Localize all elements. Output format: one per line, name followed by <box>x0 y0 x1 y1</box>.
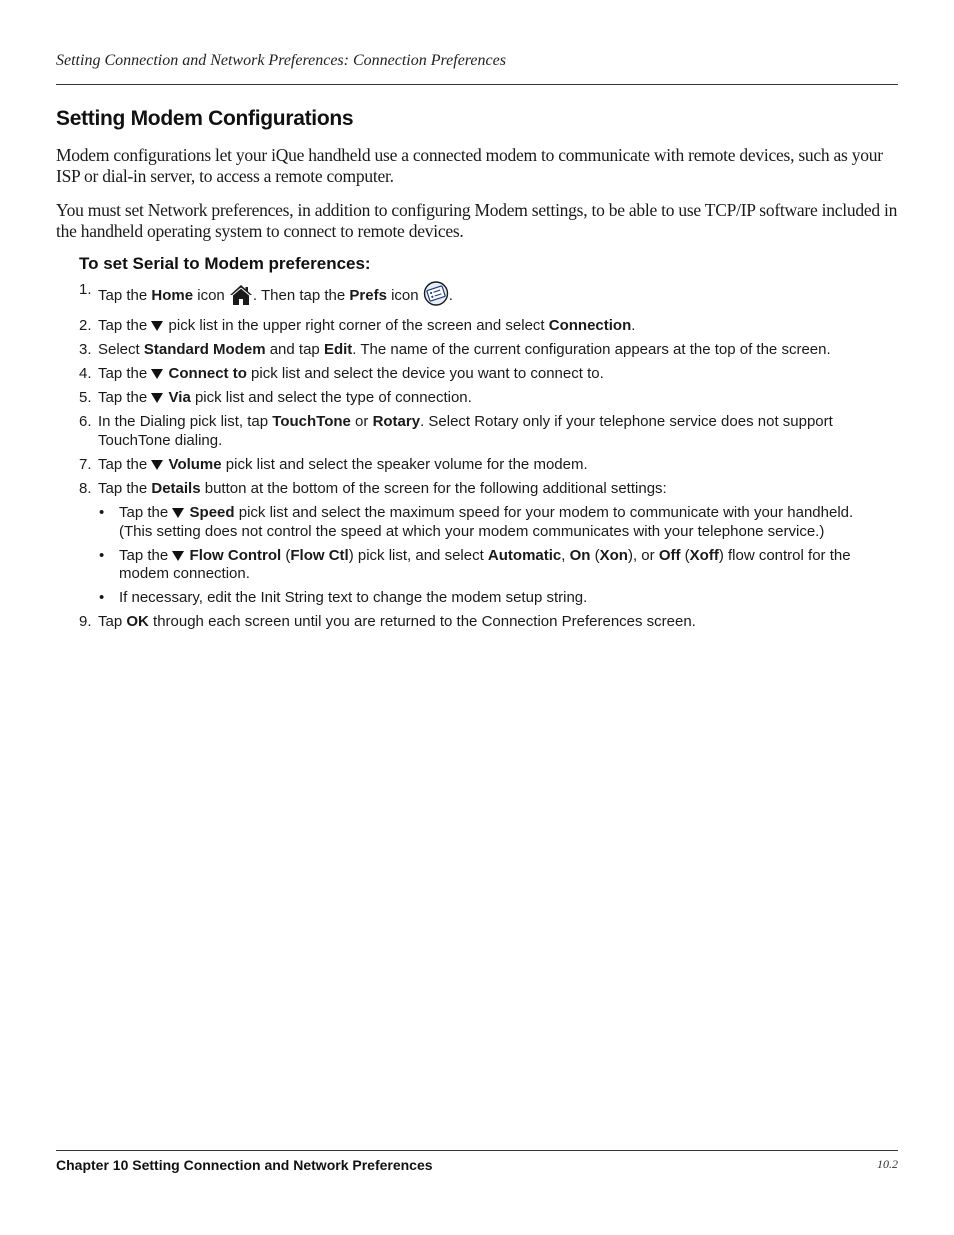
pick-list-arrow-icon <box>172 508 184 518</box>
home-label: Home <box>151 287 194 304</box>
connect-to-label: Connect to <box>168 365 247 382</box>
step-text: . The name of the current configuration appears at the top of the screen. <box>352 341 831 358</box>
bullet: • <box>99 546 105 564</box>
ok-label: OK <box>126 613 149 630</box>
step-4 <box>79 365 889 384</box>
step-8 <box>79 480 889 608</box>
sub-text: If necessary, edit the Init String text to change the modem setup string. <box>119 589 588 606</box>
pick-list-arrow-icon <box>151 393 163 403</box>
step-number: 2. <box>79 317 92 334</box>
step-number: 1. <box>79 281 92 298</box>
step-number: 9. <box>79 613 92 630</box>
step-text: or <box>350 413 373 430</box>
step-1 <box>79 281 889 312</box>
footer-rule <box>56 1150 898 1151</box>
network-paragraph: You must set Network preferences, in addition to configuring Modem settings, to be able to use TCP/IP software included in the handheld operating system to connect to remote devices. <box>56 200 898 241</box>
step-number: 5. <box>79 389 92 406</box>
intro-paragraph: Modem configurations let your iQue handheld use a connected modem to communicate with remote devices, such as your ISP or dial-in server, to access a remote computer. <box>56 145 883 186</box>
step-number: 4. <box>79 365 92 382</box>
connection-label: Connection <box>548 317 632 334</box>
on-label: On <box>569 546 591 564</box>
procedure-title: To set Serial to Modem preferences: <box>79 254 371 273</box>
step-number: 6. <box>79 413 92 430</box>
section-title: Setting Modem Configurations <box>56 107 354 130</box>
rotary-label: Rotary <box>372 413 421 430</box>
step-text: . <box>448 287 453 304</box>
sub-text: ( <box>680 546 690 564</box>
step-text: pick list and select the type of connection. <box>190 389 472 406</box>
step-number: 7. <box>79 455 92 473</box>
volume-label: Volume <box>168 455 222 473</box>
step-number: 3. <box>79 341 92 358</box>
sub-item-flow-control <box>98 547 889 584</box>
step-5 <box>79 389 889 408</box>
step-text: icon <box>193 287 229 304</box>
sub-text: Tap the <box>119 546 173 564</box>
bullet: • <box>99 589 105 606</box>
pick-list-arrow-icon <box>172 551 184 561</box>
prefs-icon <box>423 281 449 312</box>
footer-chapter-title: Chapter 10 Setting Connection and Network Preferences <box>56 1157 433 1173</box>
standard-modem-label: Standard Modem <box>143 341 266 358</box>
xon-label: Xon <box>599 546 628 564</box>
step-text: . Then tap the <box>252 287 350 304</box>
step-text: Tap the <box>98 287 152 304</box>
speed-label: Speed <box>189 504 235 521</box>
page-number: 10.2 <box>877 1157 898 1171</box>
bullet: • <box>99 504 105 521</box>
procedure-steps <box>79 281 889 637</box>
sub-text: ) pick list, and select <box>348 546 488 564</box>
sub-text: ( <box>281 546 291 564</box>
step-6 <box>79 413 889 450</box>
edit-label: Edit <box>323 341 353 358</box>
step-text: Tap the <box>98 317 152 334</box>
running-header: Setting Connection and Network Preferences: Connection Preferences <box>56 52 506 69</box>
off-label: Off <box>658 546 681 564</box>
step-text: through each screen until you are returned to the Connection Preferences screen. <box>148 613 696 630</box>
sub-item-init-string <box>98 589 889 608</box>
step-text: Select <box>98 341 144 358</box>
prefs-label: Prefs <box>349 287 387 304</box>
home-icon <box>229 284 253 312</box>
xoff-label: Xoff <box>689 546 719 564</box>
sub-text: ), or <box>627 546 659 564</box>
step-text: button at the bottom of the screen for the following additional settings: <box>200 479 667 497</box>
step-3 <box>79 341 889 360</box>
step-text: . Select Rotary only if your telephone service does not support TouchTone dialing. <box>98 413 833 449</box>
sub-text: , <box>561 546 570 564</box>
step-text: Tap the <box>98 479 152 497</box>
details-label: Details <box>151 479 201 497</box>
flow-ctl-label: Flow Ctl <box>290 546 349 564</box>
step-text: Tap <box>98 613 127 630</box>
sub-text: Tap the <box>119 504 173 521</box>
step-text: . <box>631 317 636 334</box>
automatic-label: Automatic <box>487 546 562 564</box>
step-text: and tap <box>265 341 324 358</box>
touchtone-label: TouchTone <box>272 413 351 430</box>
step-text: In the Dialing pick list, tap <box>98 413 273 430</box>
step-2 <box>79 317 889 336</box>
sub-text: ( <box>590 546 600 564</box>
step-text: Tap the <box>98 455 152 473</box>
step-9 <box>79 613 889 632</box>
flow-control-label: Flow Control <box>189 546 282 564</box>
step-text: Tap the <box>98 365 152 382</box>
pick-list-arrow-icon <box>151 460 163 470</box>
sub-item-speed <box>98 504 889 541</box>
via-label: Via <box>168 389 191 406</box>
step-text: pick list and select the speaker volume for the modem. <box>221 455 588 473</box>
sub-text: ) flow control for the modem connection. <box>119 546 851 582</box>
pick-list-arrow-icon <box>151 321 163 331</box>
header-rule <box>56 84 898 85</box>
step-text: icon <box>386 287 423 304</box>
step-text: pick list in the upper right corner of the screen and select <box>164 317 549 334</box>
step-number: 8. <box>79 479 92 497</box>
step-7 <box>79 456 889 475</box>
step-text: pick list and select the device you want to connect to. <box>246 365 604 382</box>
sub-text: pick list and select the maximum speed for your modem to communicate with your handheld. (This setting does not control the speed at which your modem communicates with your telephone service.) <box>119 504 854 540</box>
details-settings-list <box>98 504 889 608</box>
pick-list-arrow-icon <box>151 369 163 379</box>
step-text: Tap the <box>98 389 152 406</box>
